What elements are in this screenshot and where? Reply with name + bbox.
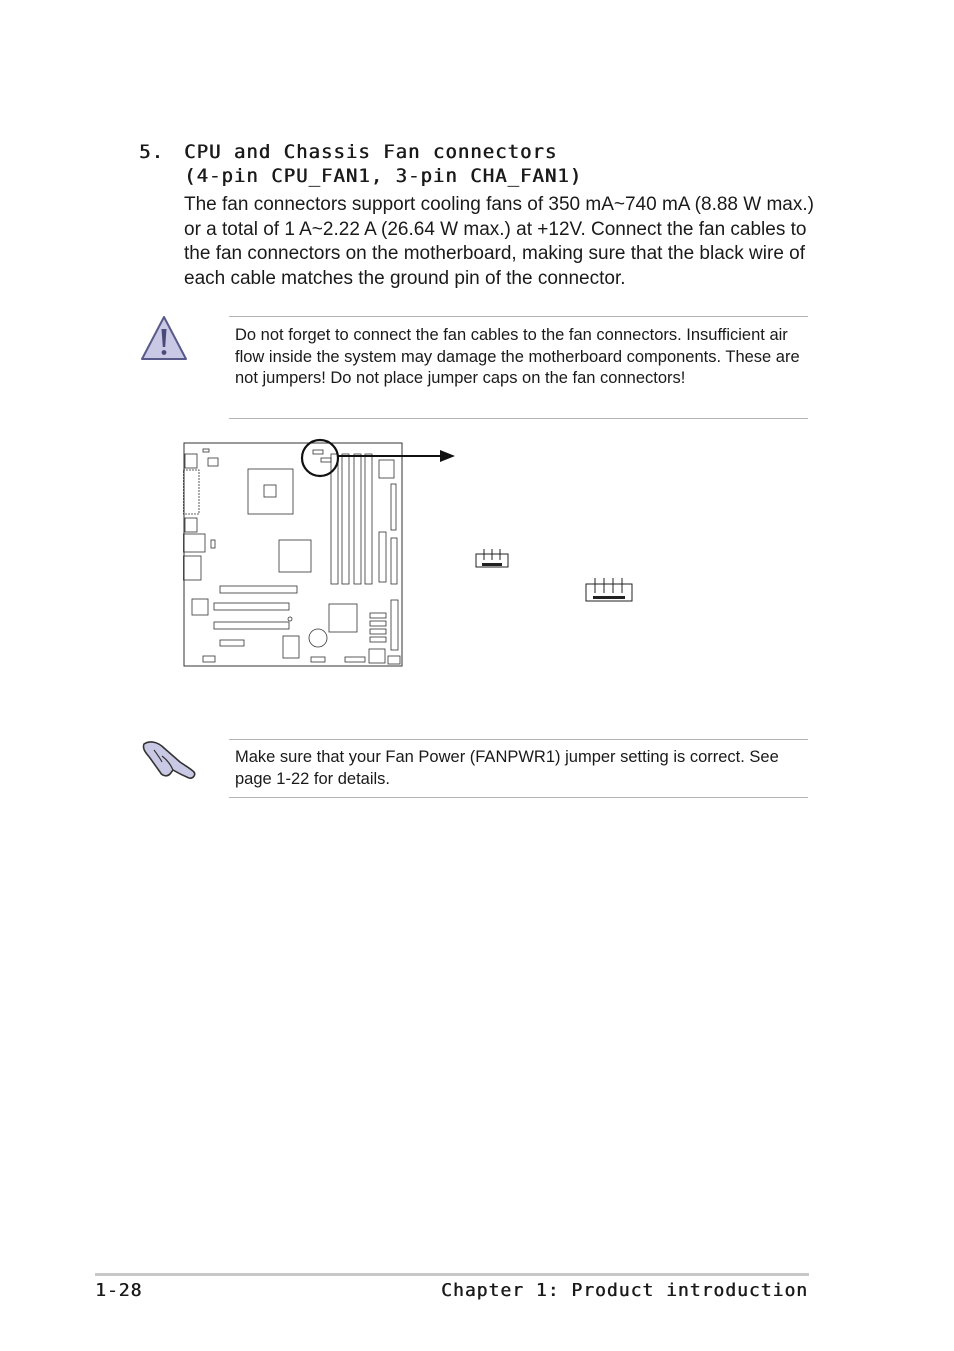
- tip-note: [229, 739, 808, 798]
- footer-rule: [95, 1273, 809, 1276]
- section-heading: [139, 140, 582, 188]
- tip-note-text: Make sure that your Fan Power (FANPWR1) jumper setting is correct. See page 1-22 for details.: [235, 748, 779, 788]
- section-body: The fan connectors support cooling fans of 350 mA~740 mA (8.88 W max.) or a total of 1 A~2.22 A (26.64 W max.) at +12V. Connect the fan cables to the fan connectors on the motherboard, making sure that the black wire of each cable matches the ground pin of the connector.: [184, 194, 814, 289]
- cpu-fan1-connector-figure: [584, 578, 634, 602]
- caution-note-text: Do not forget to connect the fan cables to the fan connectors. Insufficient air flow inside the system may damage the motherboard components. These are not jumpers! Do not place jumper caps on the fan connectors!: [235, 326, 800, 387]
- section-title-line1: CPU and Chassis Fan connectors: [184, 141, 558, 163]
- chapter-title: Chapter 1: Product introduction: [441, 1280, 808, 1301]
- motherboard-layout-diagram: [183, 434, 455, 670]
- section-number: 5.: [139, 141, 164, 163]
- cha-fan1-connector-figure: [475, 548, 509, 568]
- page-number: 1-28: [95, 1280, 143, 1301]
- warning-triangle-icon: [139, 314, 189, 362]
- pointing-hand-icon: [140, 736, 198, 782]
- section-title-line2: (4-pin CPU_FAN1, 3-pin CHA_FAN1): [184, 165, 583, 187]
- caution-note: [229, 316, 808, 419]
